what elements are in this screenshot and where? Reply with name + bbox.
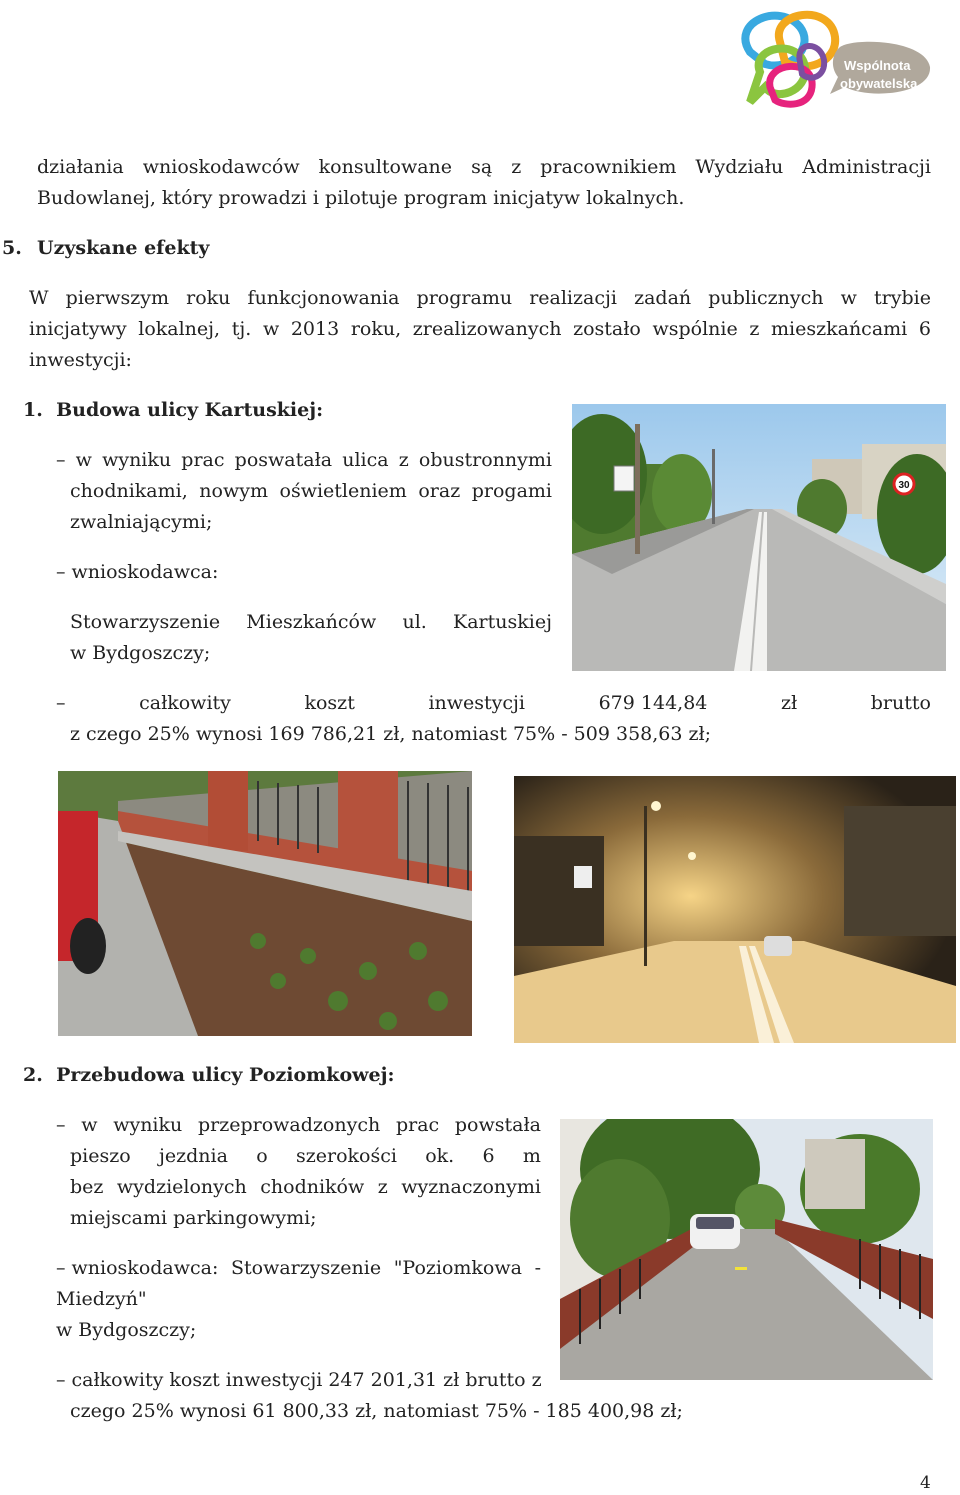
photo-poziomkowa-street: [560, 1119, 933, 1380]
section5-para-line3: inwestycji:: [29, 349, 132, 371]
section5-title: Uzyskane efekty: [37, 237, 210, 259]
speech-bubbles-logo-icon: [720, 2, 940, 110]
item2-desc-line3: bez wydzielonych chodników z wyznaczonymi: [70, 1176, 541, 1198]
photo-kartuska-street-night: [514, 776, 956, 1043]
item1-desc-line2: chodnikami, nowym oświetleniem oraz progami: [70, 480, 552, 502]
item2-heading: 2. Przebudowa ulicy Poziomkowej:: [23, 1064, 395, 1086]
section5-number: 5.: [2, 237, 22, 259]
intro-line1: działania wnioskodawców konsultowane są z pracownikiem Wydziału Administracji: [37, 156, 931, 178]
item2-applicant-line1: – wnioskodawca: Stowarzyszenie "Poziomkowa -: [56, 1257, 541, 1279]
item1-desc-line3: zwalniającymi;: [70, 511, 213, 533]
item2-desc-line2: pieszo jezdnia o szerokości ok. 6 m: [70, 1145, 541, 1167]
section5-para-line2: inicjatywy lokalnej, tj. w 2013 roku, zrealizowanych zostało wspólnie z mieszkańcami 6: [29, 318, 931, 340]
page-number: 4: [920, 1473, 931, 1493]
item1-applicant-line1: Stowarzyszenie Mieszkańców ul. Kartuskiej: [70, 611, 552, 633]
intro-line2: Budowlanej, który prowadzi i pilotuje program inicjatyw lokalnych.: [37, 187, 685, 209]
logo-text-line2: obywatelska: [840, 76, 918, 91]
item1-cost-line1: – całkowity koszt inwestycji 679 144,84 zł brutto: [56, 692, 931, 714]
photo-kartuska-street-day: [572, 404, 946, 671]
item1-applicant-label: – wnioskodawca:: [56, 561, 219, 583]
item2-cost-line1: – całkowity koszt inwestycji 247 201,31 zł brutto z: [56, 1369, 542, 1391]
speed-limit-sign: 30: [898, 480, 910, 491]
item1-cost-line2: z czego 25% wynosi 169 786,21 zł, natomiast 75% - 509 358,63 zł;: [70, 723, 712, 745]
item2-cost-line2: czego 25% wynosi 61 800,33 zł, natomiast 75% - 185 400,98 zł;: [70, 1400, 683, 1422]
logo-text-line1: Wspólnota: [844, 58, 911, 73]
item2-desc-line4: miejscami parkingowymi;: [70, 1207, 317, 1229]
item1-desc-line1: – w wyniku prac poswatała ulica z obustronnymi: [56, 449, 552, 471]
item2-desc-line1: – w wyniku przeprowadzonych prac powstała: [56, 1114, 541, 1136]
photo-kartuska-sidewalk: [58, 771, 472, 1036]
item1-heading: 1. Budowa ulicy Kartuskiej:: [23, 399, 324, 421]
section5-para-line1: W pierwszym roku funkcjonowania programu realizacji zadań publicznych w trybie: [29, 287, 931, 309]
item2-applicant-line2: Miedzyń": [56, 1288, 147, 1310]
item1-applicant-line2: w Bydgoszczy;: [70, 642, 211, 664]
item2-applicant-line3: w Bydgoszczy;: [56, 1319, 197, 1341]
logo: [720, 2, 940, 110]
